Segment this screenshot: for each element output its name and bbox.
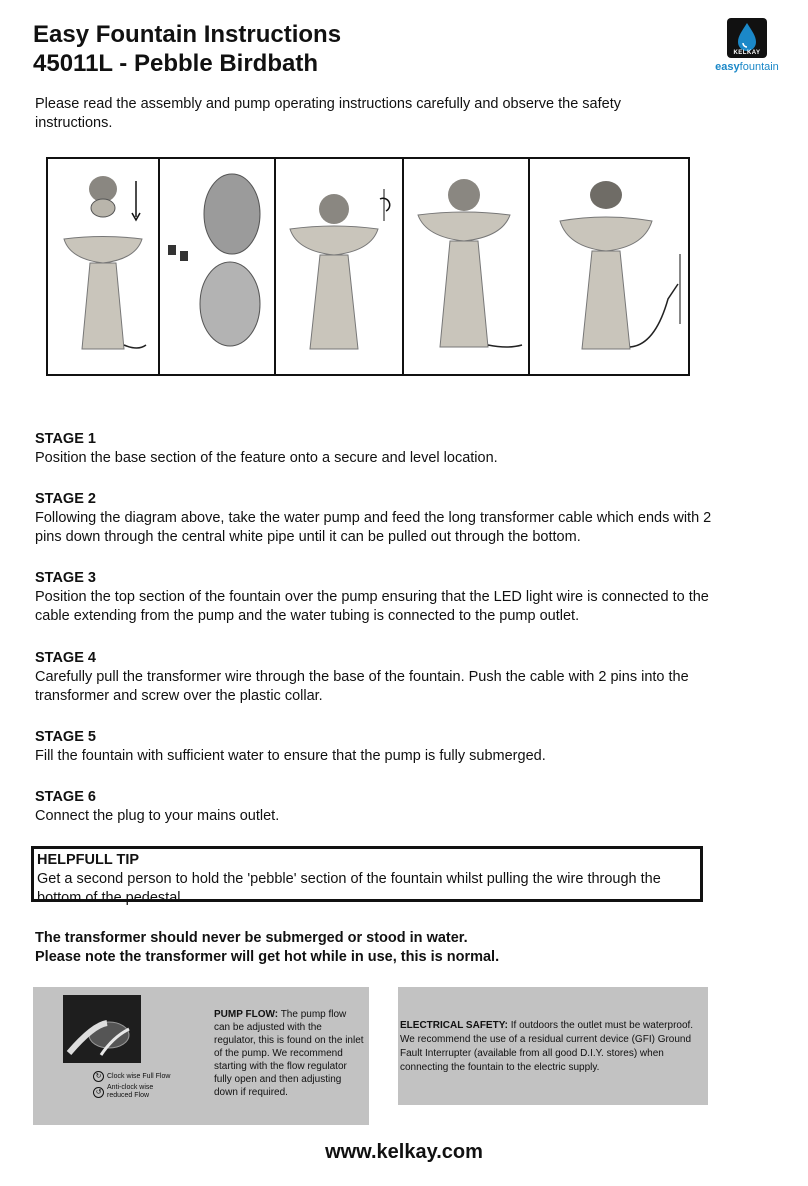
stage-1	[35, 430, 715, 468]
stage-4-text: Carefully pull the transformer wire through the base of the fountain. Push the cable with 2 pins into the transformer and screw over the plastic collar.	[35, 669, 689, 704]
page-title	[33, 20, 341, 78]
assembly-diagram	[46, 157, 690, 376]
flow-legend	[93, 1071, 170, 1102]
water-drop-icon	[727, 18, 767, 58]
clockwise-icon: ↻	[93, 1071, 104, 1082]
stage-1-heading: STAGE 1	[35, 431, 96, 447]
anticlockwise-icon: ↺	[93, 1087, 104, 1098]
electrical-safety-panel	[398, 987, 708, 1105]
stage-5	[35, 728, 715, 766]
legend-reduced-flow: ↺ Anti-clock wise reduced Flow	[93, 1084, 170, 1100]
diagram-step-2	[158, 159, 276, 374]
diagram-step-1	[48, 159, 158, 374]
helpful-tip-box	[31, 846, 703, 906]
warnings	[35, 929, 735, 967]
logo-wordmark: easyfountain	[715, 61, 779, 73]
warning-2: Please note the transformer will get hot while in use, this is normal.	[35, 949, 500, 965]
warning-1: The transformer should never be submerged or stood in water.	[35, 930, 468, 946]
stage-2-heading: STAGE 2	[35, 491, 96, 507]
diagram-step-4	[402, 159, 530, 374]
stage-5-heading: STAGE 5	[35, 729, 96, 745]
kelkay-logo	[711, 18, 783, 78]
intro-text: Please read the assembly and pump operating instructions carefully and observe the safety instructions.	[35, 96, 621, 131]
stage-6-heading: STAGE 6	[35, 789, 96, 805]
pump-flow-panel	[33, 987, 369, 1125]
stage-2	[35, 490, 715, 547]
stage-1-text: Position the base section of the feature onto a secure and level location.	[35, 450, 498, 466]
stage-6	[35, 788, 715, 826]
stage-3	[35, 569, 715, 626]
tip-heading: HELPFULL TIP	[37, 852, 140, 868]
website-link[interactable]: www.kelkay.com	[325, 1141, 483, 1163]
pump-flow-text: PUMP FLOW: The pump flow can be adjusted with the regulator, this is found on the inlet of the pump. We recommend starting with the flow regulator fully open and then adjusting down if required.	[214, 1009, 364, 1098]
stage-4-heading: STAGE 4	[35, 650, 96, 666]
diagram-step-3	[274, 159, 404, 374]
logo-brand: KELKAY	[733, 50, 761, 56]
diagram-step-5	[528, 159, 688, 374]
title-line-1: Easy Fountain Instructions	[33, 21, 342, 48]
stage-5-text: Fill the fountain with sufficient water to ensure that the pump is fully submerged.	[35, 748, 546, 764]
stage-4	[35, 649, 715, 706]
stage-3-text: Position the top section of the fountain over the pump ensuring that the LED light wire is connected to the cable extending from the pump and the water tubing is connected to the pump outlet.	[35, 589, 709, 624]
title-line-2: 45011L - Pebble Birdbath	[33, 50, 318, 77]
tip-text: Get a second person to hold the 'pebble' section of the fountain whilst pulling the wire through the bottom of the pedestal.	[37, 871, 661, 906]
pump-regulator-photo	[63, 995, 141, 1063]
electrical-safety-text: ELECTRICAL SAFETY: If outdoors the outlet must be waterproof. We recommend the use of a residual current device (GFI) Ground Fault Interrupter (available from all good D.I.Y. stores) when connecting the fountain to the electric supply.	[400, 1020, 694, 1073]
stage-3-heading: STAGE 3	[35, 570, 96, 586]
stage-6-text: Connect the plug to your mains outlet.	[35, 808, 280, 824]
stage-2-text: Following the diagram above, take the water pump and feed the long transformer cable which ends with 2 pins down through the central white pipe until it can be pulled out through the bottom.	[35, 510, 712, 545]
legend-full-flow: ↻ Clock wise Full Flow	[93, 1071, 170, 1082]
